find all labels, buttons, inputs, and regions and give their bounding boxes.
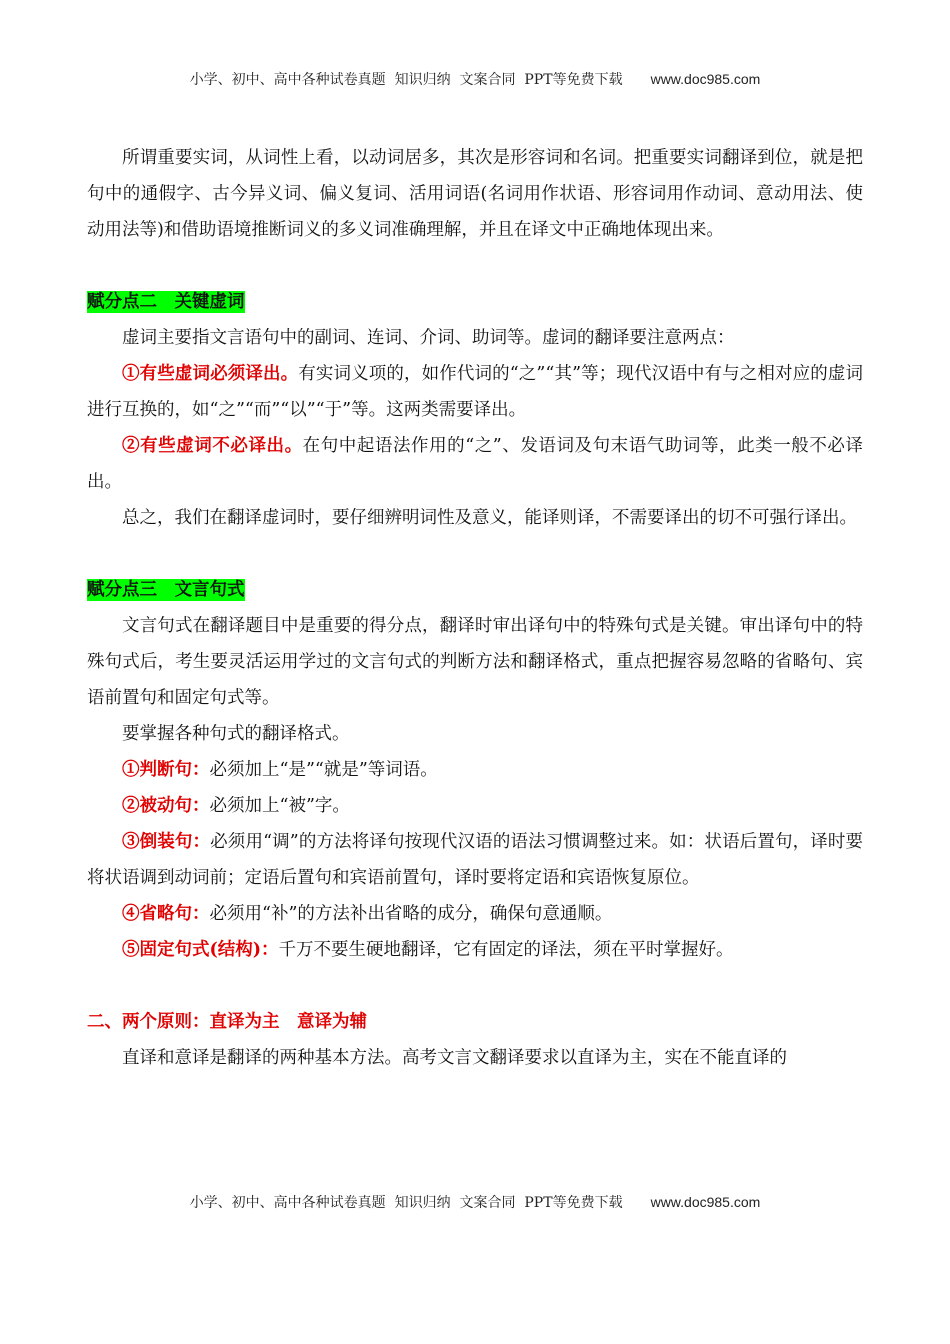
section3-item-3-text: 必须用“调”的方法将译句按现代汉语的语法习惯调整过来。如：状语后置句，译时要将状语调到动词前；定语后置句和宾语前置句，译时要将定语和宾语恢复原位。 bbox=[87, 832, 864, 888]
page-header bbox=[0, 69, 950, 89]
section3-item-5 bbox=[87, 932, 863, 968]
section2-item-1-label: ①有些虚词必须译出。 bbox=[122, 364, 299, 384]
section2-item-1-text: 有实词义项的，如作代词的“之”“其”等；现代汉语中有与之相对应的虚词进行互换的，如“之”“而”“以”“于”等。这两类需要译出。 bbox=[87, 364, 863, 420]
section3-item-4-text: 必须用“补”的方法补出省略的成分，确保句意通顺。 bbox=[209, 904, 613, 924]
section3-item-3 bbox=[87, 824, 863, 896]
section3-item-5-label: ⑤固定句式(结构)： bbox=[122, 940, 279, 960]
section3-item-1-text: 必须加上“是”“就是”等词语。 bbox=[209, 760, 438, 780]
section2-paragraph-1: 虚词主要指文言语句中的副词、连词、介词、助词等。虚词的翻译要注意两点： bbox=[122, 328, 735, 348]
section2-item-2-label: ②有些虚词不必译出。 bbox=[122, 436, 303, 456]
part2-paragraph-1: 直译和意译是翻译的两种基本方法。高考文言文翻译要求以直译为主，实在不能直译的 bbox=[122, 1048, 787, 1068]
section3-item-1-label: ①判断句： bbox=[122, 760, 210, 780]
section3-item-2-label: ②被动句： bbox=[122, 796, 210, 816]
section3-paragraph-1: 文言句式在翻译题目中是重要的得分点，翻译时审出译句中的特殊句式是关键。审出译句中的特殊句式后，考生要灵活运用学过的文言句式的判断方法和翻译格式，重点把握容易忽略的省略句、宾语前置句和固定句式等。 bbox=[87, 616, 863, 708]
footer-text: 小学、初中、高中各种试卷真题 知识归纳 文案合同 PPT等免费下载 bbox=[189, 1195, 623, 1211]
section3-paragraph-2: 要掌握各种句式的翻译格式。 bbox=[122, 724, 350, 744]
footer-url[interactable]: www.doc985.com bbox=[650, 1194, 761, 1210]
section2-heading bbox=[87, 284, 863, 320]
part2-heading: 二、两个原则：直译为主 意译为辅 bbox=[87, 1012, 367, 1032]
section3-item-3-label: ③倒装句： bbox=[122, 832, 211, 852]
header-text: 小学、初中、高中各种试卷真题 知识归纳 文案合同 PPT等免费下载 bbox=[189, 72, 623, 88]
section3-item-2-text: 必须加上“被”字。 bbox=[209, 796, 350, 816]
section2-conclusion: 总之，我们在翻译虚词时，要仔细辨明词性及意义，能译则译，不需要译出的切不可强行译出。 bbox=[122, 508, 857, 528]
intro-paragraph: 所谓重要实词，从词性上看，以动词居多，其次是形容词和名词。把重要实词翻译到位，就是把句中的通假字、古今异义词、偏义复词、活用词语(名词用作状语、形容词用作动词、意动用法、使动用法等)和借助语境推断词义的多义词准确理解，并且在译文中正确地体现出来。 bbox=[87, 148, 863, 240]
section3-item-5-text: 千万不要生硬地翻译，它有固定的译法，须在平时掌握好。 bbox=[278, 940, 734, 960]
document-body bbox=[87, 140, 863, 1076]
page-footer bbox=[0, 1192, 950, 1212]
section3-item-4 bbox=[87, 896, 863, 932]
section3-heading bbox=[87, 572, 863, 608]
section3-item-4-label: ④省略句： bbox=[122, 904, 210, 924]
section2-title: 赋分点二 关键虚词 bbox=[87, 292, 245, 312]
section3-title: 赋分点三 文言句式 bbox=[87, 580, 245, 600]
section3-item-1 bbox=[87, 752, 863, 788]
section2-item-1 bbox=[87, 356, 863, 428]
section2-item-2-text: 在句中起语法作用的“之”、发语词及句末语气助词等，此类一般不必译出。 bbox=[87, 436, 863, 492]
header-url[interactable]: www.doc985.com bbox=[650, 71, 761, 87]
section2-item-2 bbox=[87, 428, 863, 500]
section3-item-2 bbox=[87, 788, 863, 824]
